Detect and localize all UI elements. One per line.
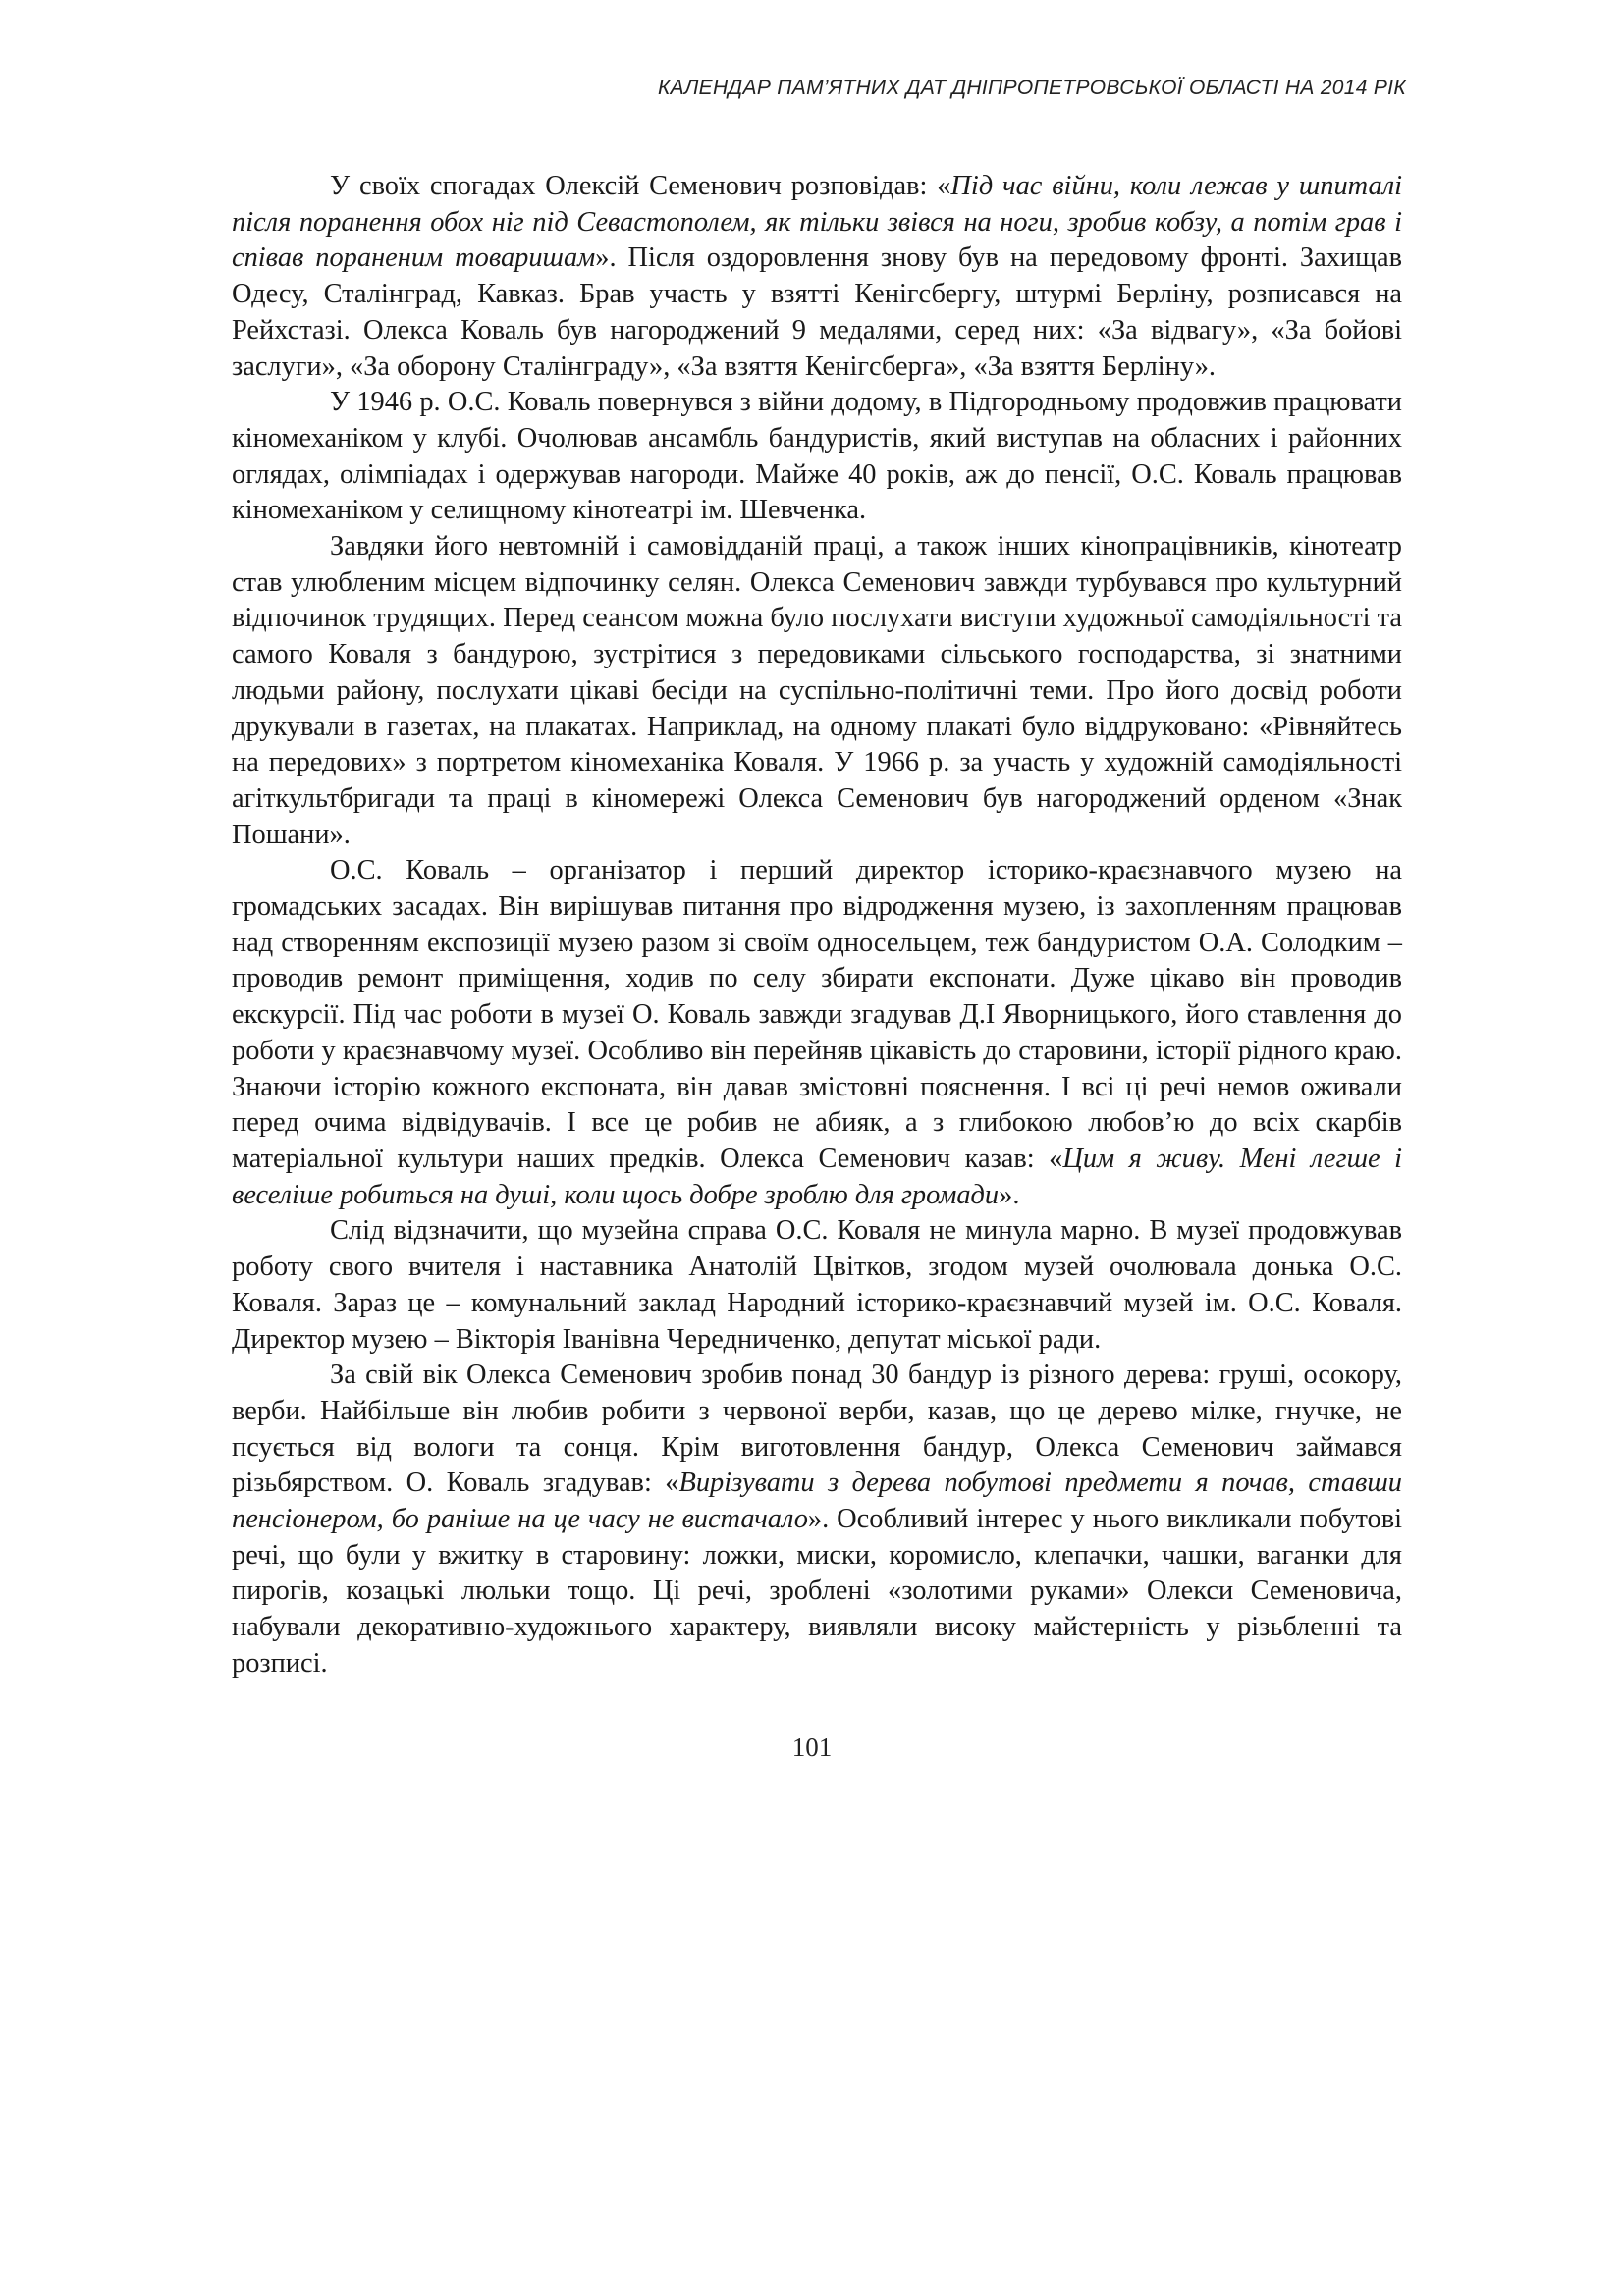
- paragraph-museum: [232, 853, 1402, 1213]
- paragraph-cinema: Завдяки його невтомній і самовідданій праці, а також інших кінопрацівників, кінотеатр став улюбленим місцем відпочинку селян. Олекса Семенович завжди турбувався про культурний відпочинок трудящих. Перед сеансом можна було послухати виступи художньої самодіяльності та самого Коваля з бандурою, зустрітися з передовиками сільського господарства, зі знатними людьми району, послухати цікаві бесіди на суспільно-політичні теми. Про його досвід роботи друкували в газетах, на плакатах. Наприклад, на одному плакаті було віддруковано: «Рівняйтесь на передових» з портретом кіномеханіка Коваля. У 1966 р. за участь у художній самодіяльності агіткультбригади та праці в кіномережі Олекса Семенович був нагороджений орденом «Знак Пошани».: [232, 531, 1402, 850]
- paragraph-legacy: Слід відзначити, що музейна справа О.С. Коваля не минула марно. В музеї продовжував роботу свого вчителя і наставника Анатолій Цвітков, згодом музей очолювала донька О.С. Коваля. Зараз це – комунальний заклад Народний історико-краєзнавчий музей ім. О.С. Коваля. Директор музею – Вікторія Іванівна Чередниченко, депутат міської ради.: [232, 1215, 1402, 1355]
- memoir-quote: Під час війни, коли лежав у шпиталі після поранення обох ніг під Севастополем, як тільки звівся на ноги, зробив кобзу, а потім грав і співав пораненим товаришам: [232, 171, 1402, 274]
- paragraph-text: ». Особливий інтерес у нього викликали побутові речі, що були у вжитку в старовину: ложки, миски, коромисло, клепачки, чашки, ваганки для пирогів, козацькі люльки тощо. Ці речі, зроблені «золотими руками» Олекси Семеновича, набували декоративно-художнього характеру, виявляли високу майстерність у різьбленні та розписі.: [232, 1504, 1402, 1679]
- paragraph-text: О.С. Коваль – організатор і перший директор історико-краєзнавчого музею на громадських засадах. Він вирішував питання про відродження музею, із захопленням працював над створенням експозиції музею разом зі своїм односельцем, теж бандуристом О.А. Солодким – проводив ремонт приміщення, ходив по селу збирати експонати. Дуже цікаво він проводив екскурсії. Під час роботи в музеї О. Коваль завжди згадував Д.І Яворницького, його ставлення до роботи у краєзнавчому музеї. Особливо він перейняв цікавість до старовини, історії рідного краю. Знаючи історію кожного експоната, він давав змістовні пояснення. І всі ці речі немов оживали перед очима відвідувачів. І все це робив не абияк, а з глибокою любов’ю до всіх скарбів матеріальної культури наших предків. Олекса Семенович казав: «: [232, 855, 1402, 1174]
- paragraph-return-home: У 1946 р. О.С. Коваль повернувся з війни додому, в Підгородньому продовжив працювати кіномеханіком у клубі. Очолював ансамбль бандуристів, який виступав на обласних і районних оглядах, олімпіадах і одержував нагороди. Майже 40 років, аж до пенсії, О.С. Коваль працював кіномеханіком у селищному кінотеатрі ім. Шевченка.: [232, 387, 1402, 526]
- article-body: [232, 169, 1402, 1682]
- carving-quote: Вирізувати з дерева побутові предмети я почав, ставши пенсіонером, бо раніше на це часу не вистачало: [232, 1468, 1402, 1535]
- paragraph-text: У своїх спогадах Олексій Семенович розповідав: «: [330, 171, 951, 201]
- paragraph-text: ».: [999, 1179, 1020, 1210]
- paragraph-memoirs: [232, 169, 1402, 385]
- paragraph-text: ». Після оздоровлення знову був на передовому фронті. Захищав Одесу, Сталінград, Кавказ. Брав участь у взятті Кенігсбергу, штурмі Берліну, розписався на Рейхстазі. Олекса Коваль був нагороджений 9 медалями, серед них: «За відвагу», «За бойові заслуги», «За оборону Сталінграду», «За взяття Кенігсберга», «За взяття Берліну».: [232, 242, 1402, 382]
- paragraph-bandura-carving: [232, 1358, 1402, 1682]
- running-header: КАЛЕНДАР ПАМ’ЯТНИХ ДАТ ДНІПРОПЕТРОВСЬКОЇ ОБЛАСТІ НА 2014 РІК: [657, 77, 1406, 99]
- paragraph-text: За свій вік Олекса Семенович зробив понад 30 бандур із різного дерева: груші, осокору, верби. Найбільше він любив робити з червоної верби, казав, що це дерево мілке, гнучке, не псується від вологи та сонця. Крім виготовлення бандур, Олекса Семенович займався різьбярством. О. Коваль згадував: «: [232, 1360, 1402, 1499]
- museum-quote: Цим я живу. Мені легше і веселіше робиться на душі, коли щось добре зроблю для громади: [232, 1143, 1402, 1210]
- page-number: 101: [791, 1733, 833, 1762]
